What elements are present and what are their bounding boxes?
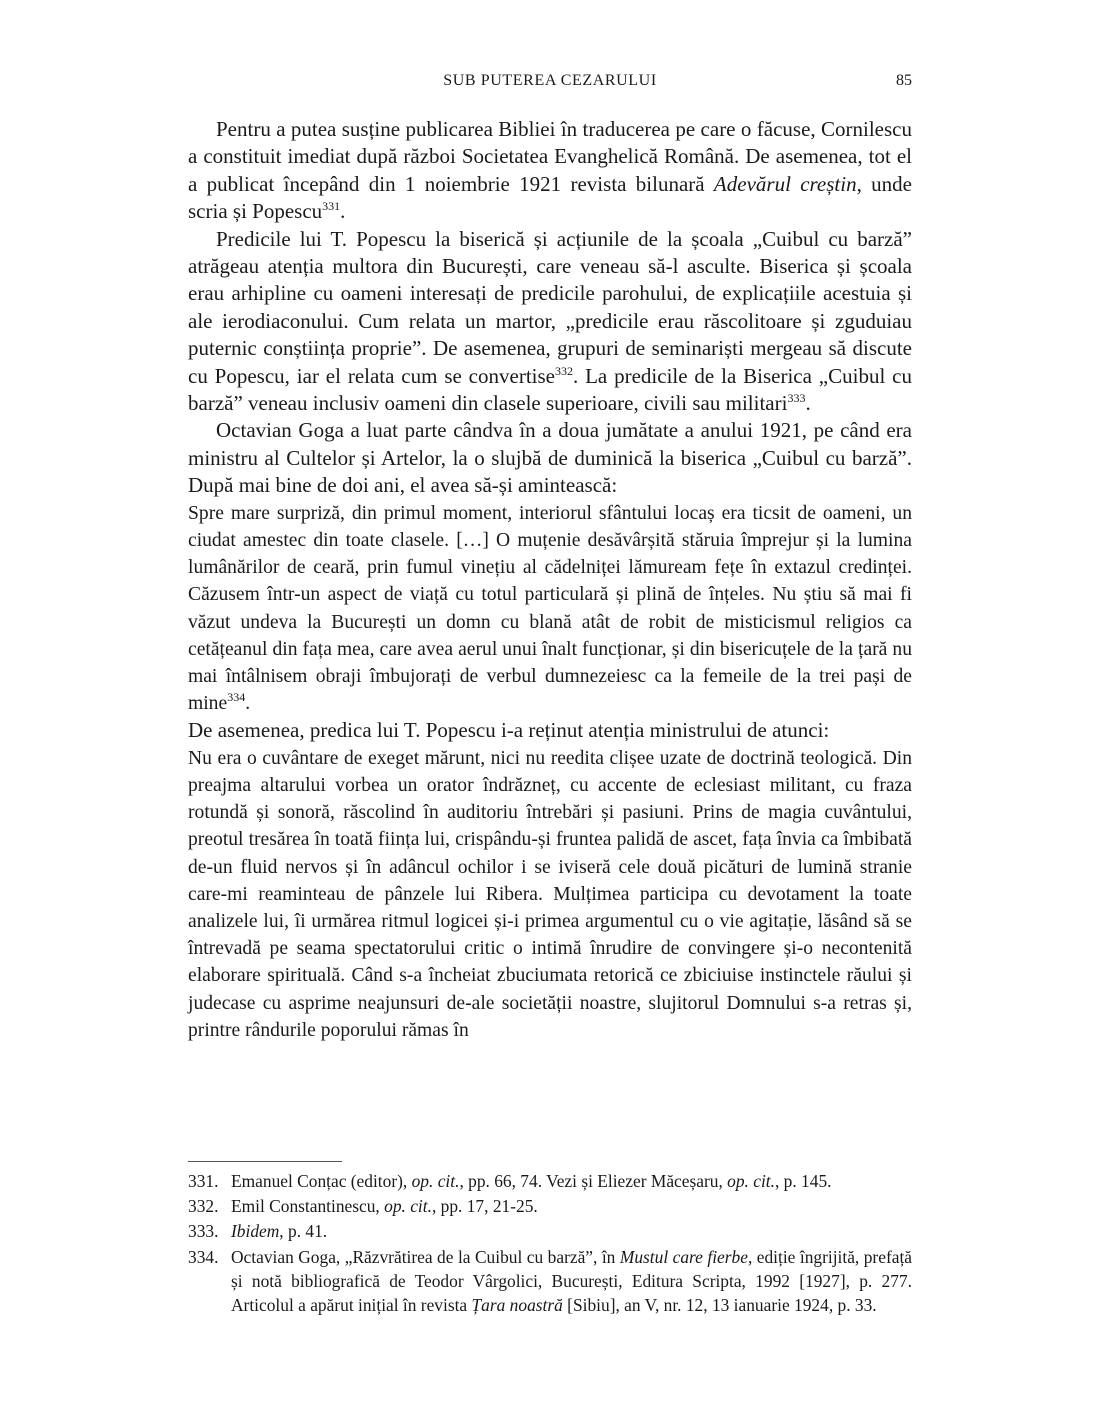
paragraph-1 [188,116,912,226]
footnote-italic: op. cit. [411,1171,460,1191]
paragraph-2 [188,226,912,418]
paragraph-text: . [805,391,811,416]
footnote-part: Octavian Goga, „Răzvrătirea de la Cuibul cu barză”, în [231,1246,620,1267]
paragraph-4: De asemenea, predica lui T. Popescu i-a reținut atenția ministrului de atunci: [188,718,830,743]
quote-text: . [245,693,251,715]
footnote-part: , pp. 17, 21-25. [431,1196,538,1217]
body-text [188,116,912,1044]
footnote-text [231,1219,912,1243]
footnote-text [231,1194,912,1218]
footnote-part: , p. 145. [774,1171,832,1191]
footnote-text [231,1245,912,1318]
footnote-number: 331. [188,1171,219,1191]
footnote-italic: Mustul care fierbe [619,1246,748,1267]
footnote-part: , pp. 66, 74. Vezi și Eliezer Măceșaru, [459,1171,728,1191]
quote-text: Spre mare surpriză, din primul moment, interiorul sfântului locaș era ticsit de oameni, un ciudat amestec din toate clasele. […] O muțenie desăvârșită stăruia împrejur și la lumina lumânărilor de ceară, prin fumul vinețiu al cădelniței lămuream fețe în extazul credinței. Căzusem într-un aspect de viață cu totul particulară și plină de înțeles. Nu știu să mai fi văzut undeva la București un domn cu blană atât de robit de misticismul religios ca cetățeanul din fața mea, care avea aerul unui înalt funcționar, și din bisericuțele de la țară nu mai întâlnisem obraji îmbujorați de verbul dumnezeiesc ca la femeile de la trei pași de mine [188,502,912,715]
footnote-divider [188,1161,342,1162]
running-head [188,72,912,96]
block-quote-1 [188,500,912,718]
footnote-italic: op. cit. [727,1171,775,1191]
footnote-italic: op. cit. [384,1196,432,1217]
page-number: 85 [896,72,912,89]
paragraph-text: , unde scria și Popescu [188,171,913,224]
footnote-part: Emil Constantinescu, [231,1196,385,1217]
journal-title: Adevărul creștin [713,171,857,196]
footnote-ref-332: 332 [554,363,573,378]
footnote-part: , p. 41. [279,1221,328,1242]
footnote-number: 333. [188,1221,219,1242]
footnote-part: Emanuel Conțac (editor), [231,1171,412,1191]
footnote-italic: Ibidem [231,1221,280,1242]
paragraph-text: . [340,199,346,224]
footnote-number: 332. [188,1196,219,1217]
footnote-number: 334. [188,1246,219,1267]
footnote-ref-333: 333 [787,391,806,406]
footnote-part: [Sibiu], an V, nr. 12, 13 ianuarie 1924, p. 33. [562,1295,877,1316]
footnote-ref-331: 331 [322,199,341,214]
footnote-italic: Țara noastră [471,1295,563,1316]
footnote-332 [188,1194,912,1218]
footnote-part: , ediție îngrijită, prefață și notă bibliografică de Teodor Vârgolici, București, Editura Scripta, 1992 [1927], p. 277. Articolul a apărut inițial în revista [231,1246,913,1316]
footnote-text [231,1169,912,1193]
footnote-ref-334: 334 [227,690,246,705]
paragraph-3: Octavian Goga a luat parte cândva în a doua jumătate a anului 1921, pe când era ministru al Cultelor și Artelor, la o slujbă de duminică la biserica „Cuibul cu barză”. După mai bine de doi ani, el avea să-și amintească: [188,418,912,498]
footnotes [188,1169,912,1318]
block-quote-2: Nu era o cuvântare de exeget mărunt, nici nu reedita clișee uzate de doctrină teologică. Din preajma altarului vorbea un orator îndrăzneț, cu accente de eclesiast militant, cu fraza rotundă și sonoră, răscolind în auditoriu întrebări și pasiuni. Prins de magia cuvântului, preotul tresărea în toată ființa lui, crispându-și fruntea palidă de ascet, fața învia ca îmbibată de-un fluid nervos și în adâncul ochilor i se iviseră cele două picături de lumină stranie care-mi reaminteau de pânzele lui Ribera. Mulțimea participa cu devotament la toate analizele lui, îi urmărea ritmul logicei și-i primea argumentul cu o vie agitație, lăsând să se întrevadă pe seama spectatorului critic o intimă înrudire de convingere și-o necontenită elaborare spirituală. Când s-a încheiat zbuciumata retorică ce zbiciuise instinctele răului și judecase cu asprime neajunsuri de-ale societății noastre, slujitorul Domnului s-a retras și, printre rândurile poporului rămas în [188,747,912,1041]
paragraph-text: . La predicile de la Biserica „Cuibul cu barză” veneau inclusiv oameni din clasele superioare, civili sau militari [188,363,912,416]
footnote-333 [188,1219,912,1243]
footnote-334 [188,1245,912,1318]
paragraph-text: Pentru a putea susține publicarea Bibliei în traducerea pe care o făcuse, Cornilescu a constituit imediat după război Societatea Evanghelică Română. De asemenea, tot el a publicat începând din 1 noiembrie 1921 revista bilunară [188,117,912,196]
running-title: SUB PUTEREA CEZARULUI [443,72,657,89]
footnote-331 [188,1169,912,1193]
paragraph-text: Predicile lui T. Popescu la biserică și acțiunile de la școala „Cuibul cu barză” atrăgeau atenția multora din București, care veneau să-l asculte. Biserica și școala erau arhipline cu oameni interesați de predicile parohului, de explicațiile acestuia și ale ierodiaconului. Cum relata un martor, „predicile erau răscolitoare și zguduiau puternic conștiința proprie”. De asemenea, grupuri de seminariști mergeau să discute cu Popescu, iar el relata cum se convertise [188,226,912,388]
